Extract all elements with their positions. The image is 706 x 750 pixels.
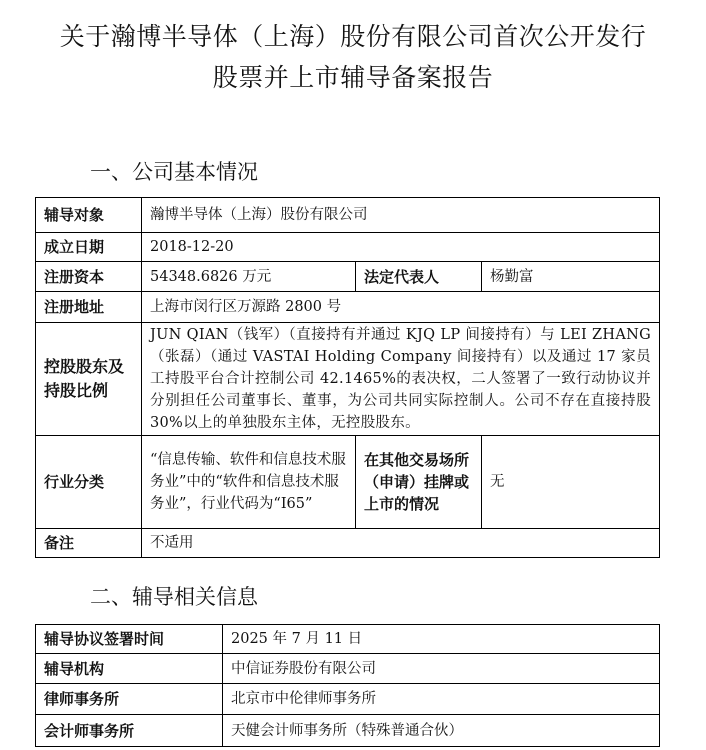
label: 辅导对象 bbox=[36, 198, 142, 233]
value: 54348.6826 万元 bbox=[142, 262, 356, 292]
table-row bbox=[36, 654, 660, 684]
label: 会计师事务所 bbox=[36, 715, 223, 747]
value: 北京市中伦律师事务所 bbox=[223, 684, 660, 715]
table-row bbox=[36, 323, 660, 436]
label: 注册地址 bbox=[36, 292, 142, 323]
table-row bbox=[36, 436, 660, 529]
company-info-table bbox=[35, 197, 660, 558]
value: 2025 年 7 月 11 日 bbox=[223, 625, 660, 654]
table-row bbox=[36, 292, 660, 323]
table-row bbox=[36, 715, 660, 747]
table-row bbox=[36, 198, 660, 233]
value: 上海市闵行区万源路 2800 号 bbox=[142, 292, 660, 323]
section-heading-2: 二、辅导相关信息 bbox=[90, 585, 258, 609]
label: 行业分类 bbox=[36, 436, 142, 529]
label: 辅导协议签署时间 bbox=[36, 625, 223, 654]
value: JUN QIAN（钱军）（直接持有并通过 KJQ LP 间接持有）与 LEI ZHANG（张磊）（通过 VASTAI Holding Company 间接持有）以及通过 17 家员工持股平台合计控制公司 42.1465%的表决权，二人签署了一致行动协议并分别担任公司董事长、董事，为公司共同实际控制人。公司不存在直接持股 30%以上的单独股东主体，无控股股东。 bbox=[142, 323, 660, 436]
table-row bbox=[36, 233, 660, 262]
tutoring-info-table bbox=[35, 624, 660, 747]
table-row bbox=[36, 529, 660, 558]
table-row bbox=[36, 684, 660, 715]
doc-title-line-1: 关于瀚博半导体（上海）股份有限公司首次公开发行 bbox=[59, 22, 647, 51]
doc-title-line-2: 股票并上市辅导备案报告 bbox=[212, 63, 494, 92]
label: 备注 bbox=[36, 529, 142, 558]
section-heading-1: 一、公司基本情况 bbox=[90, 160, 258, 184]
value: 不适用 bbox=[142, 529, 660, 558]
label: 注册资本 bbox=[36, 262, 142, 292]
value: 无 bbox=[482, 436, 660, 529]
label: 辅导机构 bbox=[36, 654, 223, 684]
table-row bbox=[36, 262, 660, 292]
label: 在其他交易场所（申请）挂牌或上市的情况 bbox=[356, 436, 482, 529]
value: “信息传输、软件和信息技术服务业”中的“软件和信息技术服务业”，行业代码为“I65” bbox=[142, 436, 356, 529]
label: 律师事务所 bbox=[36, 684, 223, 715]
label: 法定代表人 bbox=[356, 262, 482, 292]
value: 瀚博半导体（上海）股份有限公司 bbox=[142, 198, 660, 233]
value: 2018-12-20 bbox=[142, 233, 660, 262]
label: 控股股东及持股比例 bbox=[36, 323, 142, 436]
value: 杨勤富 bbox=[482, 262, 660, 292]
value: 天健会计师事务所（特殊普通合伙） bbox=[223, 715, 660, 747]
table-row bbox=[36, 625, 660, 654]
value: 中信证券股份有限公司 bbox=[223, 654, 660, 684]
label: 成立日期 bbox=[36, 233, 142, 262]
